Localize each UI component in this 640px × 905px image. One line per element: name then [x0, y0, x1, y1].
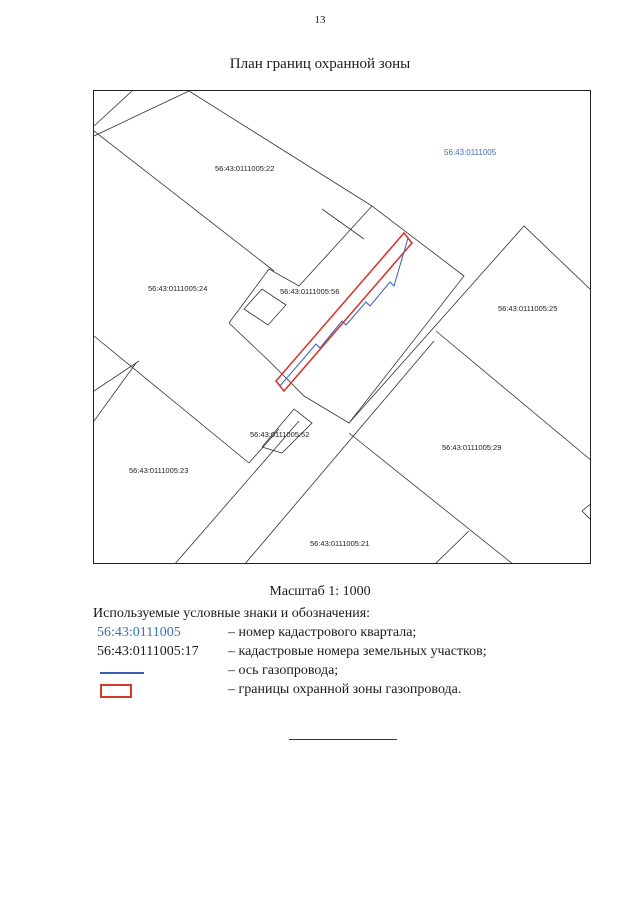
boundary-parcel-22-diagonal: [189, 91, 372, 206]
cadastral-quarter-label: 56:43:0111005: [444, 148, 497, 157]
boundary-parcel-29-left: [244, 341, 434, 564]
boundary-parcel-56: [229, 206, 464, 423]
map-scale: Масштаб 1: 1000: [269, 584, 371, 599]
parcel-label-52: 56:43:0111005:52: [250, 430, 310, 439]
boundary-parcel-25-lower: [436, 331, 591, 461]
parcel-label-24: 56:43:0111005:24: [148, 284, 208, 293]
boundary-parcel-23-left: [94, 361, 139, 391]
protection-zone-rect-icon: [100, 684, 132, 698]
legend-symbol-quarter: 56:43:0111005: [97, 625, 181, 640]
map-drawing: [94, 91, 591, 564]
legend-desc-zone: – границы охранной зоны газопровода.: [228, 682, 462, 697]
boundary-parcel-29-right: [582, 501, 591, 521]
boundary-parcel-52-lower: [174, 421, 299, 564]
parcel-label-23: 56:43:0111005:23: [129, 466, 189, 475]
boundary-parcel-23: [94, 336, 249, 463]
boundary-parcel-23-bottom: [94, 363, 136, 421]
boundary-parcel-21-right: [434, 531, 469, 564]
footer-divider: [289, 739, 397, 740]
parcel-label-25: 56:43:0111005:25: [498, 304, 558, 313]
gas-axis-line-icon: [100, 672, 144, 674]
parcel-label-21: 56:43:0111005:21: [310, 539, 370, 548]
cadastral-map: [93, 90, 591, 564]
parcel-boundaries: [94, 91, 591, 564]
boundary-parcel-29: [349, 433, 514, 564]
legend-desc-axis: – ось газопровода;: [228, 663, 339, 678]
legend-desc-parcel: – кадастровые номера земельных участков;: [228, 644, 487, 659]
parcel-label-22: 56:43:0111005:22: [215, 164, 275, 173]
legend-desc-quarter: – номер кадастрового квартала;: [228, 625, 417, 640]
parcel-label-29: 56:43:0111005:29: [442, 443, 502, 452]
boundary-parcel-22-upper: [94, 91, 189, 136]
legend-heading: Используемые условные знаки и обозначения:: [93, 606, 371, 621]
boundary-parcel-24-upper: [94, 131, 274, 271]
parcel-label-56: 56:43:0111005:56: [280, 287, 340, 296]
plan-title: План границ охранной зоны: [229, 56, 411, 72]
gas-pipeline-axis: [280, 238, 408, 386]
legend-symbol-parcel: 56:43:0111005:17: [97, 644, 199, 659]
boundary-parcel-22-lower: [322, 209, 364, 239]
page-number: 13: [314, 14, 326, 26]
